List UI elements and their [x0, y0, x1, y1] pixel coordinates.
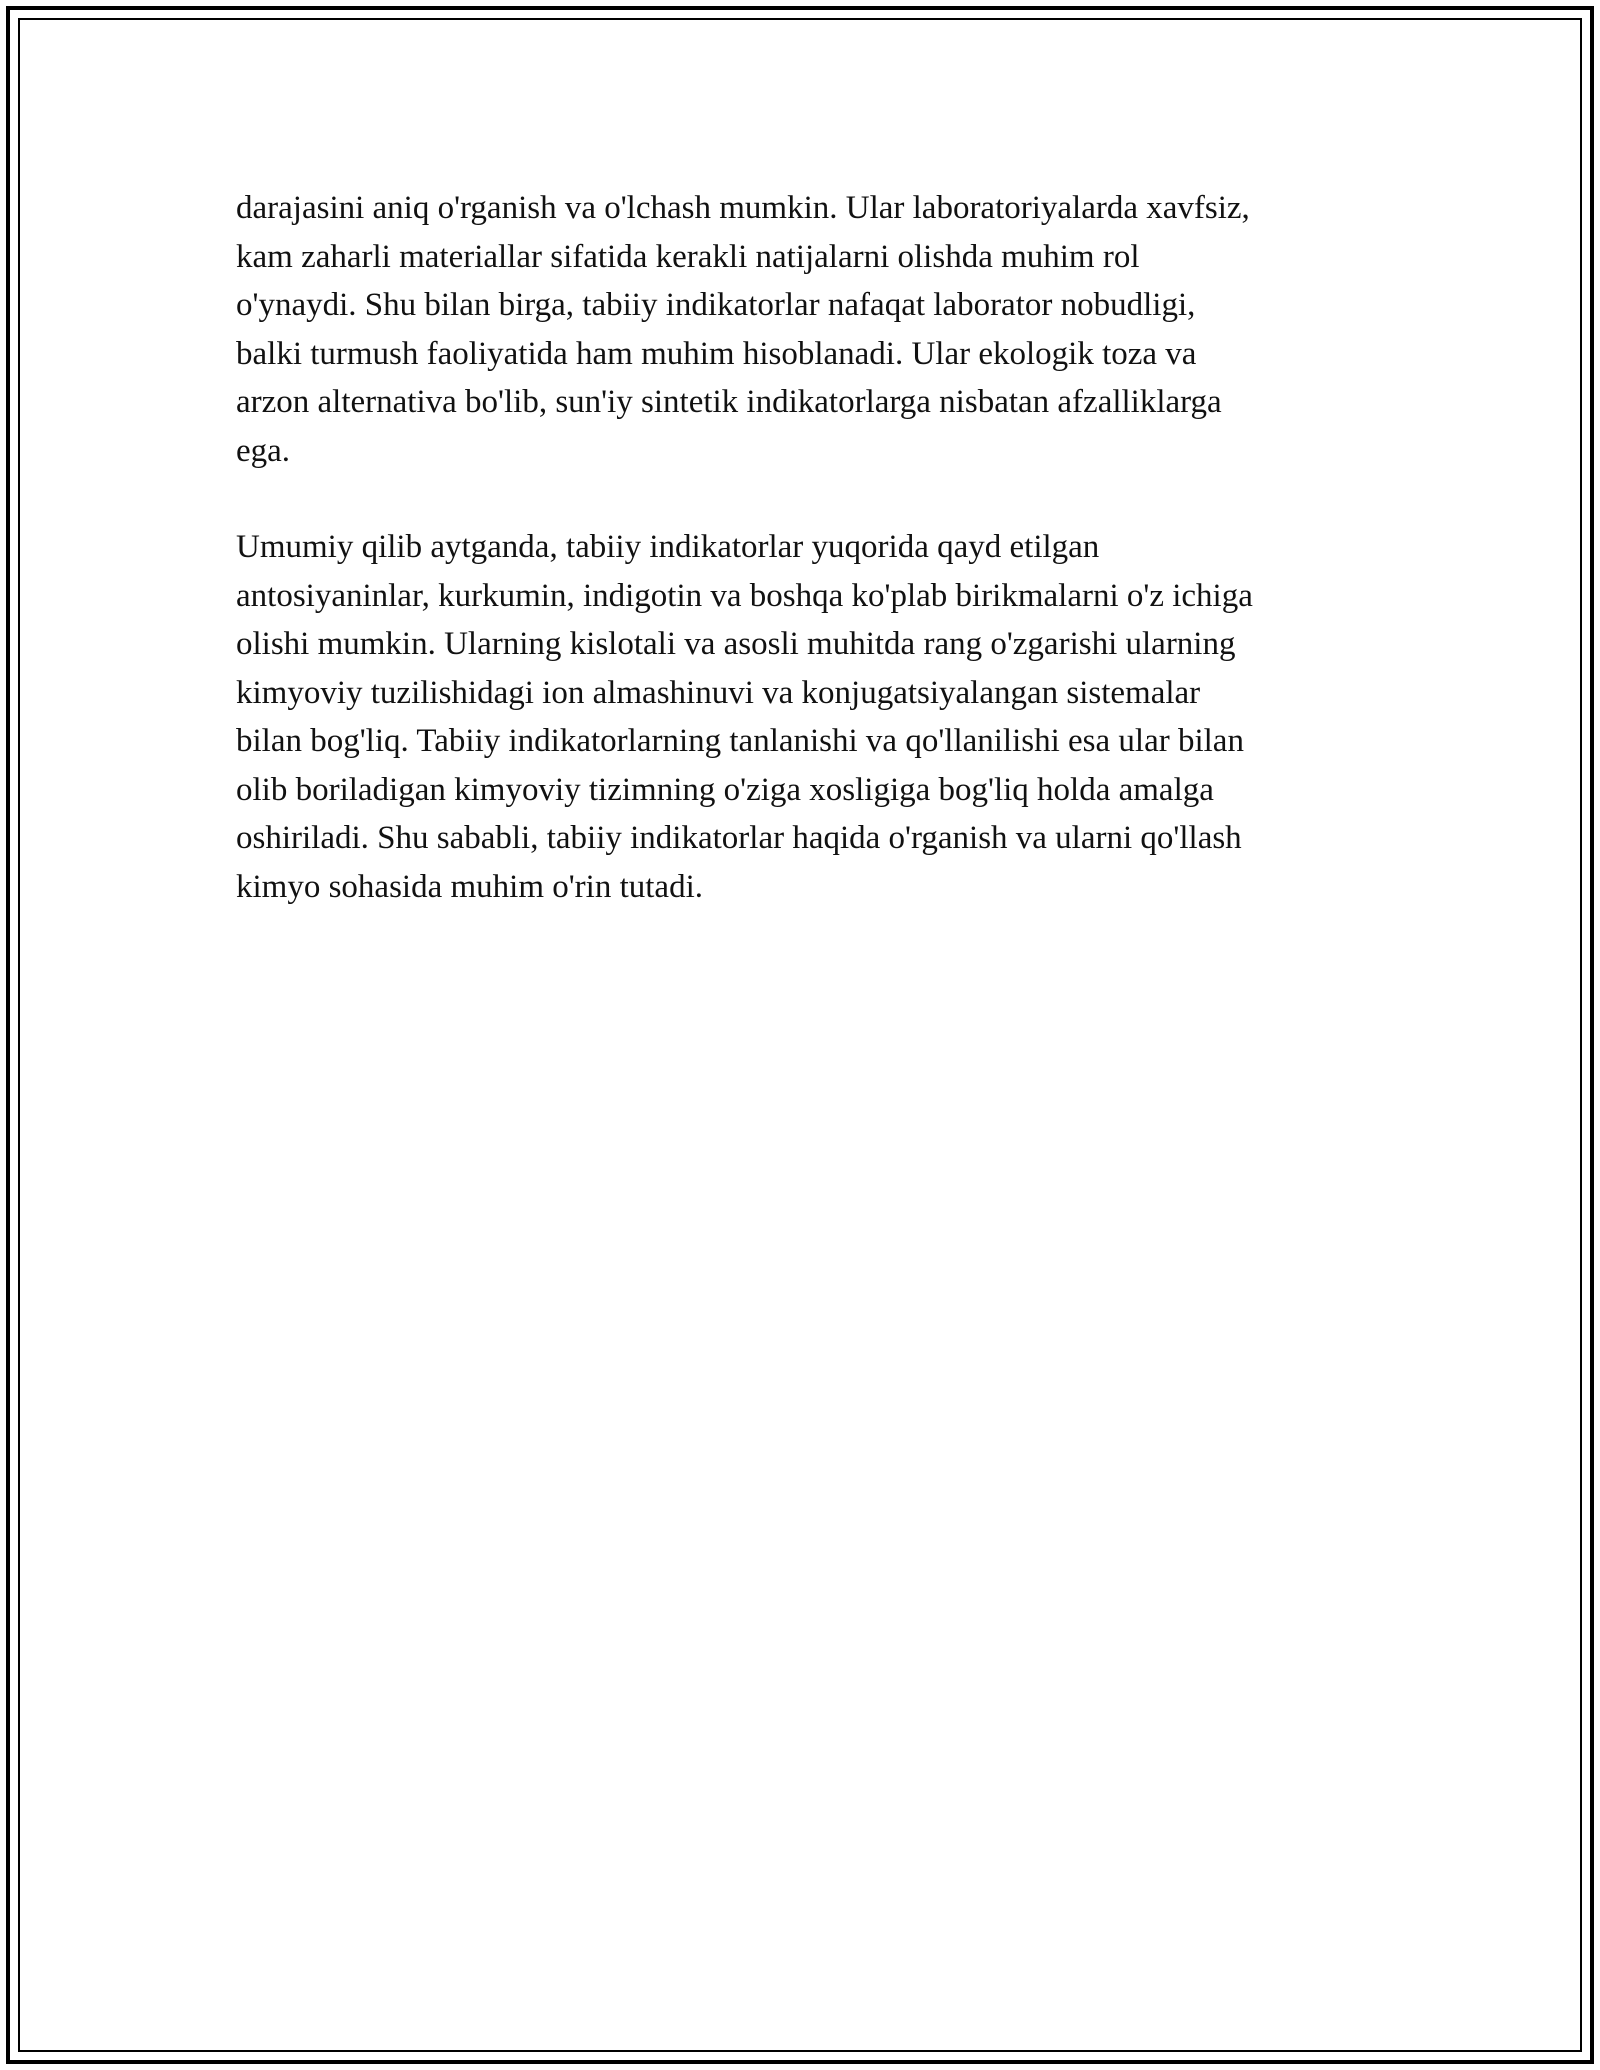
paragraph-line: darajasini aniq o'rganish va o'lchash mumkin. Ular laboratoriyalarda xavfsiz, [236, 190, 1250, 226]
paragraph-line: bilan bog'liq. Tabiiy indikatorlarning tanlanishi va qo'llanilishi esa ular bilan [236, 723, 1244, 759]
paragraph-line: kam zaharli materiallar sifatida kerakli natijalarni olishda muhim rol [236, 238, 1140, 275]
paragraph-line: kimyo sohasida muhim o'rin tutadi. [236, 868, 703, 905]
paragraph-line: kimyoviy tuzilishidagi ion almashinuvi va konjugatsiyalangan sistemalar [236, 674, 1201, 711]
paragraph-line: arzon alternativa bo'lib, sun'iy sintetik indikatorlarga nisbatan afzalliklarga [236, 384, 1222, 420]
paragraph-2 [236, 523, 1376, 911]
paragraph-line: o'ynaydi. Shu bilan birga, tabiiy indikatorlar nafaqat laborator nobudligi, [236, 287, 1196, 323]
paragraph-line: olishi mumkin. Ularning kislotali va asosli muhitda rang o'zgarishi ularning [236, 626, 1236, 662]
paragraph-line: ega. [236, 432, 291, 469]
paragraph-1 [236, 184, 1376, 475]
paragraph-line: olib boriladigan kimyoviy tizimning o'ziga xosligiga bog'liq holda amalga [236, 771, 1214, 808]
paragraph-line: Umumiy qilib aytganda, tabiiy indikatorlar yuqorida qayd etilgan [236, 529, 1100, 565]
document-body [236, 184, 1376, 959]
paragraph-line: oshiriladi. Shu sababli, tabiiy indikatorlar haqida o'rganish va ularni qo'llash [236, 820, 1242, 856]
paragraph-line: balki turmush faoliyatida ham muhim hisoblanadi. Ular ekologik toza va [236, 335, 1197, 372]
paragraph-line: antosiyaninlar, kurkumin, indigotin va boshqa ko'plab birikmalarni o'z ichiga [236, 577, 1253, 614]
